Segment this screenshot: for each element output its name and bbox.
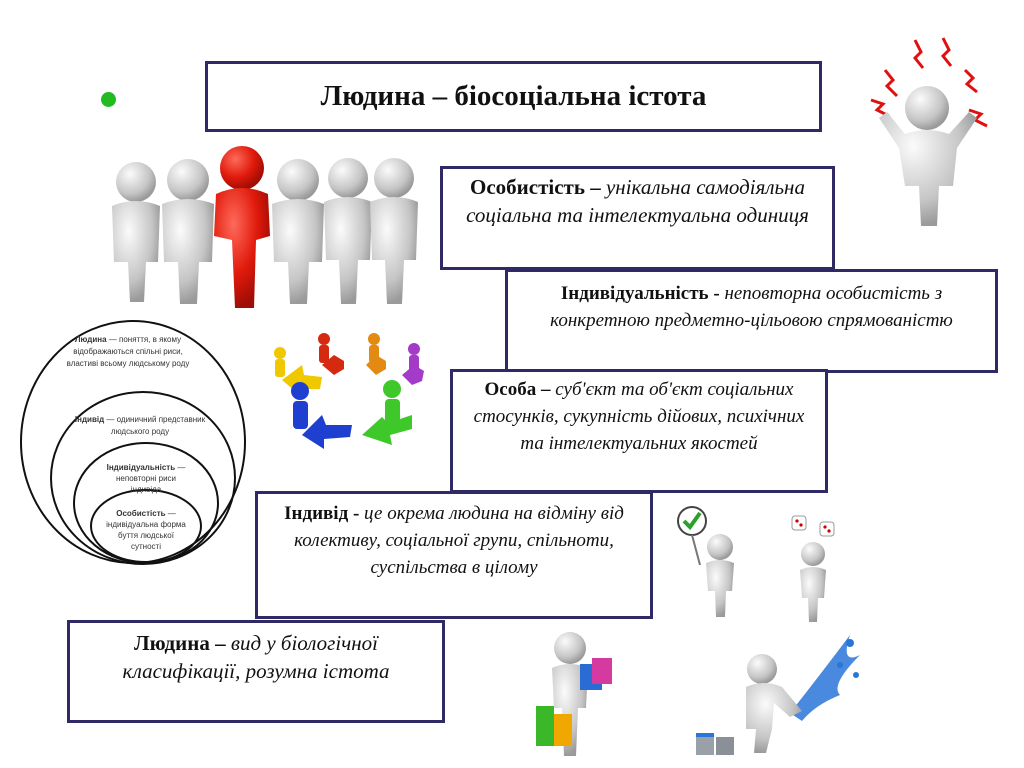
excited-figure-icon	[865, 30, 990, 230]
indyvid-sep: -	[348, 503, 365, 524]
circle1-line2: відображаються спільні риси,	[73, 347, 183, 356]
circle4-term: Особистість	[116, 509, 166, 518]
svg-text:Індивід — одиничний представни	[75, 415, 206, 424]
definition-indyvidualnist	[505, 269, 998, 373]
circle4-text: —	[165, 509, 176, 518]
svg-text:Людина — поняття, в якому	[75, 335, 181, 344]
indyvidualnist-sep: -	[708, 283, 725, 304]
definition-osobystist	[440, 166, 835, 270]
indyvidualnist-desc: неповторна особистість з конкретною предметно-цільовою спрямованістю	[550, 283, 953, 331]
liudyna-desc: вид у біологічної класифікації, розумна істота	[122, 631, 390, 683]
circle2-term: Індивід	[74, 415, 105, 424]
definition-liudyna	[67, 620, 445, 723]
circle1-text: — поняття, в якому	[106, 335, 182, 344]
circle3-term: Індивідуальність	[106, 463, 176, 472]
paint-figure-icon	[690, 625, 870, 760]
concentric-circles-diagram	[18, 318, 248, 566]
liudyna-term: Людина	[134, 631, 210, 655]
definition-osoba	[450, 369, 828, 493]
circle2-line2: людського роду	[110, 427, 170, 436]
checkmark-figure-icon	[672, 505, 762, 620]
svg-text:Індивідуальність —	[107, 463, 186, 472]
bullet-dot	[101, 92, 116, 107]
dice-figure-icon	[780, 510, 850, 625]
circle4-line2: індивідуальна форма	[106, 520, 186, 529]
colored-arrows-figures-icon	[262, 325, 432, 455]
circle3-line2: неповторні риси	[116, 474, 176, 483]
circle4-line4: сутності	[131, 542, 161, 551]
svg-text:Особистість —	[116, 509, 176, 518]
page-title-text: Людина – біосоціальна істота	[320, 80, 707, 112]
liudyna-sep: –	[209, 631, 231, 655]
osoba-sep: –	[536, 379, 556, 400]
page-title	[205, 61, 822, 132]
shopping-figure-icon	[520, 630, 630, 760]
circle3-line3: індивіда	[130, 485, 162, 494]
osobystist-sep: –	[584, 175, 606, 199]
osobystist-desc: унікальна самодіяльна соціальна та інтелектуальна одиниця	[466, 175, 809, 227]
indyvid-term: Індивід	[284, 503, 349, 524]
circle2-text: — одиничний представник	[104, 415, 206, 424]
circle4-line3: буття людської	[118, 531, 174, 540]
osoba-term: Особа	[484, 379, 537, 400]
circle1-line3: властиві всьому людському роду	[66, 359, 190, 368]
circle1-term: Людина	[74, 335, 107, 344]
indyvidualnist-term: Індивідуальність	[560, 283, 709, 304]
indyvid-desc: це окрема людина на відміну від колективу, соціальної групи, спільноти, суспільства в цілому	[294, 503, 624, 578]
group-figures-icon	[100, 140, 430, 310]
definition-indyvid	[255, 491, 653, 619]
circle3-text: —	[175, 463, 186, 472]
osoba-desc: суб'єкт та об'єкт соціальних стосунків, сукупність дійових, психічних та інтелектуальних якостей	[473, 379, 805, 454]
osobystist-term: Особистість	[470, 175, 585, 199]
